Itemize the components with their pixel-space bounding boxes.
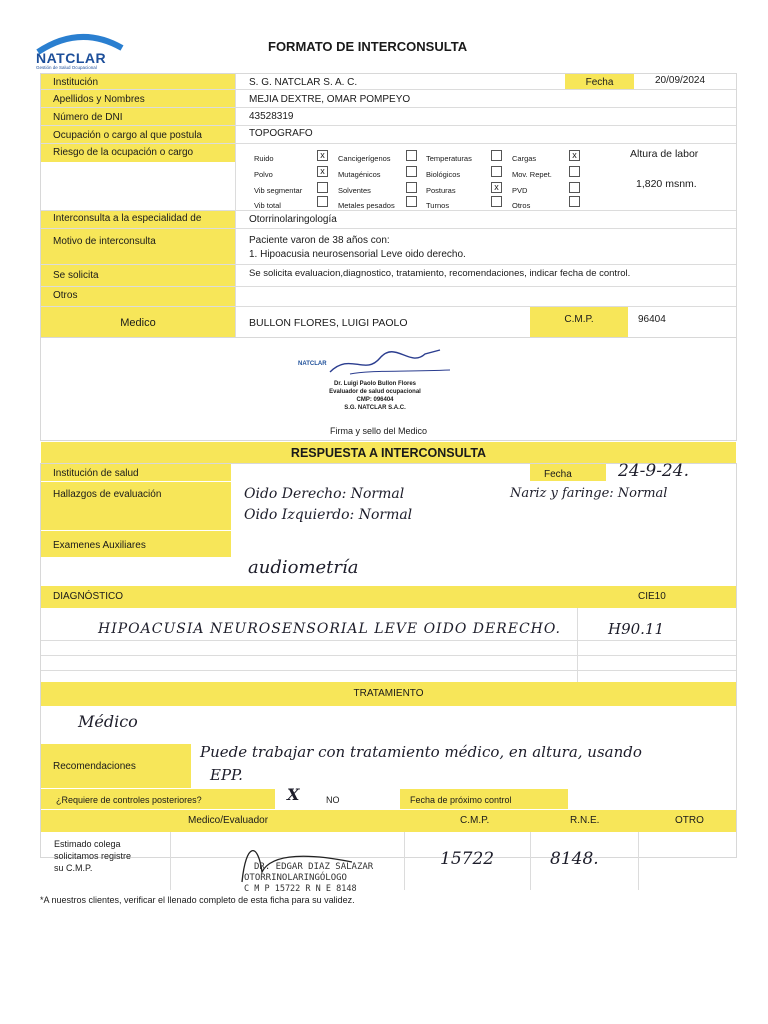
risk-mov-repet-label: Mov. Repet. xyxy=(512,170,552,179)
evaluador-cmp-label: C.M.P. xyxy=(460,815,490,826)
tratamiento-value: Médico xyxy=(78,712,138,731)
proximo-control-label: Fecha de próximo control xyxy=(410,795,512,805)
medico-label: Medico xyxy=(120,317,156,329)
controles-no: NO xyxy=(326,795,340,805)
examenes-value: audiometría xyxy=(248,557,359,578)
risk-posturas-label: Posturas xyxy=(426,186,456,195)
recomendaciones-line2: EPP. xyxy=(210,766,243,784)
risk-biologicos-label: Biológicos xyxy=(426,170,461,179)
estimado-line2: solicitamos registre xyxy=(54,851,132,861)
cmp-value: 96404 xyxy=(638,314,666,325)
fecha-label: Fecha xyxy=(585,77,614,88)
cie10-value: H90.11 xyxy=(608,620,665,638)
diagnostico-label: DIAGNÓSTICO xyxy=(53,591,124,602)
natclar-logo xyxy=(34,30,126,70)
hallazgos-label: Hallazgos de evaluación xyxy=(53,489,162,500)
risk-mov-repet-checkbox[interactable] xyxy=(569,166,580,177)
risk-cargas-checkbox[interactable]: x xyxy=(569,150,580,161)
risk-polvo-checkbox[interactable]: x xyxy=(317,166,328,177)
ocupacion-value: TOPOGRAFO xyxy=(249,128,313,139)
dni-value: 43528319 xyxy=(249,111,294,122)
stamp-name: Dr. Luigi Paolo Bullon Flores xyxy=(333,381,416,387)
logo-subtext: Gestión de Salud Ocupacional xyxy=(36,65,97,70)
motivo-line2: 1. Hipoacusia neurosensorial Leve oido derecho. xyxy=(249,249,466,260)
recomendaciones-line1: Puede trabajar con tratamiento médico, en altura, usando xyxy=(200,743,642,761)
institucion-label: Institución xyxy=(53,77,99,88)
risk-cargas-label: Cargas xyxy=(512,154,537,163)
evaluador-signature xyxy=(232,832,404,894)
risk-ruido-checkbox[interactable]: x xyxy=(317,150,328,161)
nombres-label: Apellidos y Nombres xyxy=(53,94,145,105)
hallazgos-line1: Oido Derecho: Normal xyxy=(244,486,405,502)
tratamiento-label: TRATAMIENTO xyxy=(353,688,424,699)
evaluador-label: Medico/Evaluador xyxy=(188,815,269,826)
motivo-line1: Paciente varon de 38 años con: xyxy=(249,235,390,246)
stamp-evaluador-name: DR. EDGAR DIAZ SALAZAR xyxy=(254,862,374,872)
estimado-line3: su C.M.P. xyxy=(54,863,93,873)
dni-label: Número de DNI xyxy=(53,112,123,123)
risk-cancigerigenos-checkbox[interactable] xyxy=(406,150,417,161)
otro-label: OTRO xyxy=(675,815,704,826)
rne-label: R.N.E. xyxy=(570,815,600,826)
risk-vib-total-checkbox[interactable] xyxy=(317,196,328,207)
risk-pvd-checkbox[interactable] xyxy=(569,182,580,193)
stamp-role: Evaluador de salud ocupacional xyxy=(329,389,421,395)
risk-ruido-label: Ruido xyxy=(254,154,274,163)
medico-value: BULLON FLORES, LUIGI PAOLO xyxy=(249,317,408,329)
otros-label: Otros xyxy=(53,290,78,301)
risk-turnos-checkbox[interactable] xyxy=(491,196,502,207)
rne-value: 8148. xyxy=(550,849,599,869)
solicita-label: Se solicita xyxy=(53,270,99,281)
stamp-evaluador-role: OTORRINOLARINGÓLOGO xyxy=(244,873,347,883)
cie10-label: CIE10 xyxy=(638,591,666,602)
risk-temperaturas-checkbox[interactable] xyxy=(491,150,502,161)
risk-metales-checkbox[interactable] xyxy=(406,196,417,207)
footnote: *A nuestros clientes, verificar el llenado completo de esta ficha para su validez. xyxy=(40,895,355,905)
especialidad-value: Otorrinolaringología xyxy=(249,214,337,225)
risk-biologicos-checkbox[interactable] xyxy=(491,166,502,177)
signature-scribble-icon xyxy=(290,348,460,380)
risk-vib-segmentar-label: Vib segmentar xyxy=(254,186,303,195)
risk-mutagenicos-checkbox[interactable] xyxy=(406,166,417,177)
respuesta-title: RESPUESTA A INTERCONSULTA xyxy=(290,446,487,460)
risk-solventes-checkbox[interactable] xyxy=(406,182,417,193)
evaluador-cmp-value: 15722 xyxy=(440,849,495,869)
cmp-label: C.M.P. xyxy=(564,314,594,325)
risk-polvo-label: Polvo xyxy=(254,170,273,179)
risk-solventes-label: Solventes xyxy=(338,186,371,195)
hallazgos-extra: Nariz y faringe: Normal xyxy=(510,486,668,501)
estimado-line1: Estimado colega xyxy=(54,839,121,849)
altura-value: 1,820 msnm. xyxy=(636,178,697,190)
respuesta-fecha-label: Fecha xyxy=(544,469,572,480)
controles-mark[interactable]: X xyxy=(287,785,300,804)
diagnostico-value: HIPOACUSIA NEUROSENSORIAL LEVE OIDO DERECHO. xyxy=(98,621,561,637)
stamp-logo: NATCLAR xyxy=(298,361,327,367)
recomendaciones-label: Recomendaciones xyxy=(53,761,136,772)
examenes-label: Examenes Auxiliares xyxy=(53,540,146,551)
altura-label: Altura de labor xyxy=(630,148,699,160)
motivo-label: Motivo de interconsulta xyxy=(53,236,156,247)
nombres-value: MEJIA DEXTRE, OMAR POMPEYO xyxy=(249,94,411,105)
especialidad-label: Interconsulta a la especialidad de xyxy=(53,213,202,224)
risk-metales-label: Metales pesados xyxy=(338,201,395,210)
risk-vib-total-label: Vib total xyxy=(254,201,281,210)
risk-posturas-checkbox[interactable]: x xyxy=(491,182,502,193)
controles-label: ¿Requiere de controles posteriores? xyxy=(56,795,202,805)
risk-mutagenicos-label: Mutagénicos xyxy=(338,170,381,179)
institucion-salud-label: Institución de salud xyxy=(53,468,139,479)
ocupacion-label: Ocupación o cargo al que postula xyxy=(53,130,202,141)
page-title: FORMATO DE INTERCONSULTA xyxy=(268,39,468,54)
risk-pvd-label: PVD xyxy=(512,186,528,195)
stamp-org: S.G. NATCLAR S.A.C. xyxy=(344,405,406,411)
doctor-stamp xyxy=(290,348,460,412)
risk-turnos-label: Turnos xyxy=(426,201,450,210)
riesgo-label: Riesgo de la ocupación o cargo xyxy=(53,147,194,158)
logo-text: NATCLAR xyxy=(36,50,107,66)
risk-temperaturas-label: Temperaturas xyxy=(426,154,472,163)
risk-vib-segmentar-checkbox[interactable] xyxy=(317,182,328,193)
firma-caption: Firma y sello del Medico xyxy=(330,426,428,436)
risk-cancigerigenos-label: Cancigerígenos xyxy=(338,154,391,163)
fecha-value: 20/09/2024 xyxy=(655,75,706,86)
stamp-cmp: CMP: 096404 xyxy=(356,397,394,403)
stamp-evaluador-cmp: C M P 15722 R N E 8148 xyxy=(244,884,357,894)
respuesta-fecha-value: 24-9-24. xyxy=(618,461,689,481)
solicita-value: Se solicita evaluacion,diagnostico, tratamiento, recomendaciones, indicar fecha de control. xyxy=(249,268,631,279)
hallazgos-line2: Oido Izquierdo: Normal xyxy=(244,507,413,523)
institucion-value: S. G. NATCLAR S. A. C. xyxy=(249,77,358,88)
risk-otros-label: Otros xyxy=(512,201,531,210)
risk-otros-checkbox[interactable] xyxy=(569,196,580,207)
